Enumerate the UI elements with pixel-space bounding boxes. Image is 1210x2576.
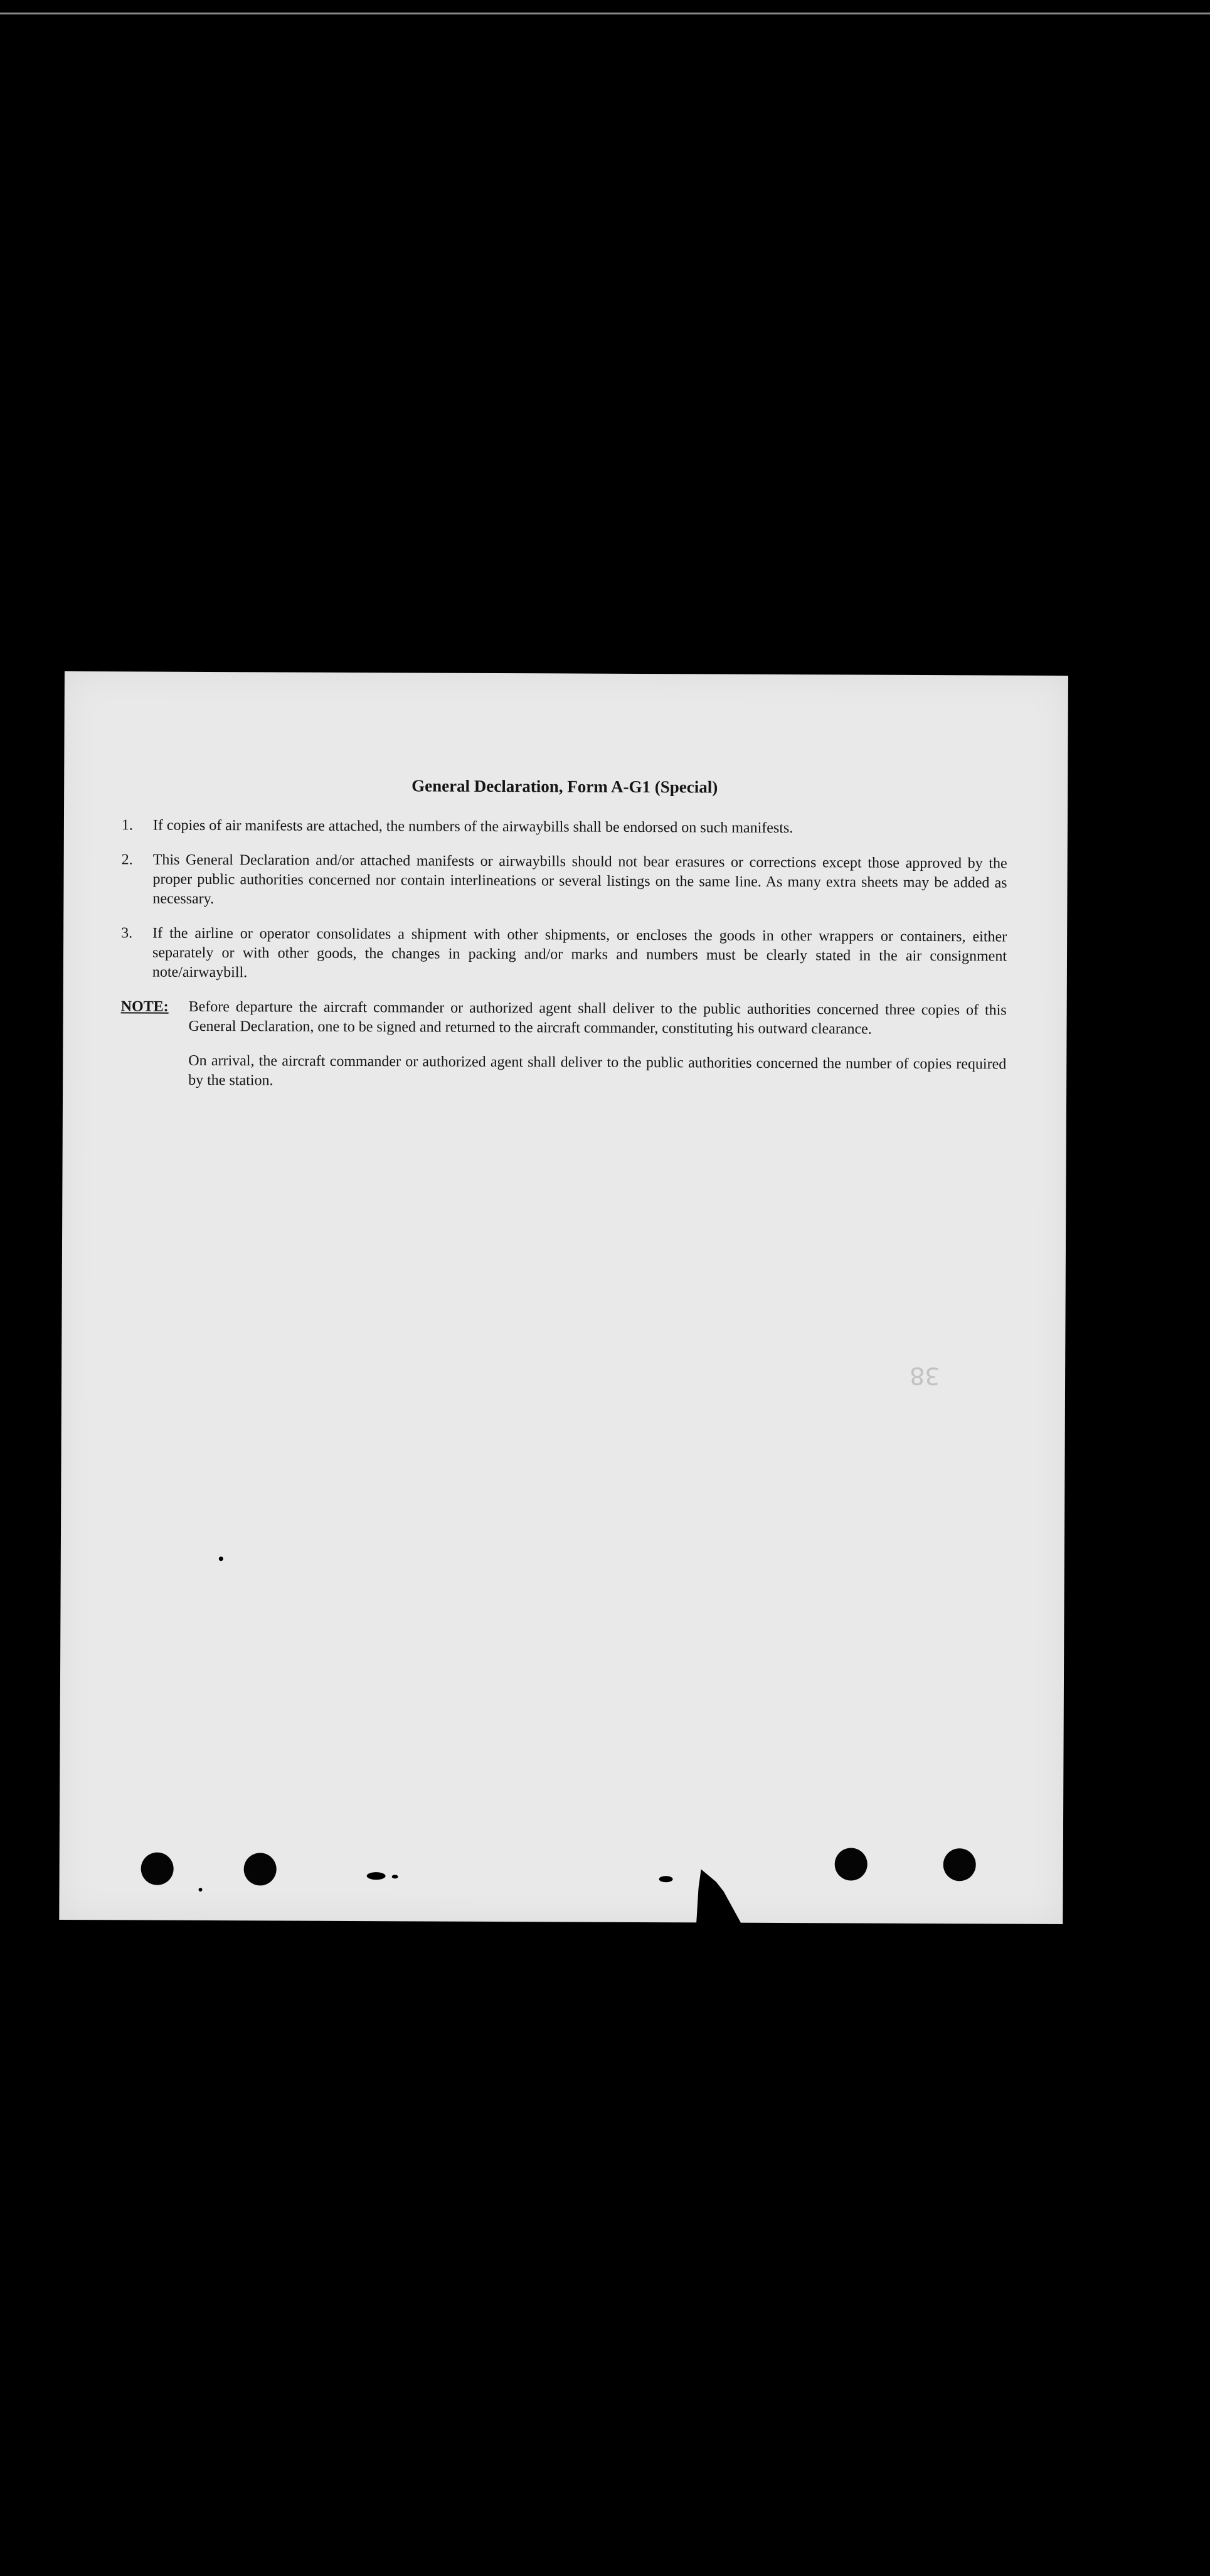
note-paragraph-arrival: On arrival, the aircraft commander or authorized agent shall deliver to the public authorities concerned the number of copies required by the station. xyxy=(188,1052,1007,1089)
note-body xyxy=(188,998,1007,1109)
list-item-3 xyxy=(121,923,1007,986)
note-label: NOTE: xyxy=(120,998,169,1015)
note-section xyxy=(120,997,1007,1109)
list-item-number: 1. xyxy=(121,817,133,834)
speck-icon xyxy=(367,1872,386,1880)
speck-icon xyxy=(219,1557,223,1561)
list-item-1 xyxy=(122,816,1007,839)
list-item-number: 3. xyxy=(121,925,133,942)
punch-hole-icon xyxy=(943,1848,976,1881)
document-title: General Declaration, Form A-G1 (Special) xyxy=(411,776,718,797)
list-item-text: If the airline or operator consolidates a shipment with other shipments, or encloses the goods in other wrappers or containers, either separately or with other goods, the changes in packing and/or marks and numbers must be clearly stated in the air consignment note/airwaybill. xyxy=(152,925,1007,981)
paper-tear-icon xyxy=(696,1869,746,1932)
document-content xyxy=(120,775,1007,1109)
speck-icon xyxy=(659,1876,673,1882)
scanner-top-rule xyxy=(0,13,1210,14)
list-item-2 xyxy=(121,850,1007,912)
list-item-text: This General Declaration and/or attached manifests or airwaybills should not bear erasures or corrections except those approved by the proper public authorities concerned nor contain interlineations or several listings on the same line. As many extra sheets may be added as necessary. xyxy=(152,851,1007,908)
punch-hole-icon xyxy=(141,1853,174,1885)
note-paragraph-departure: Before departure the aircraft commander or authorized agent shall deliver to the public authorities concerned three copies of this General Declaration, one to be signed and returned to the aircraft commander, constituting his outward clearance. xyxy=(188,998,1007,1038)
punch-hole-icon xyxy=(244,1853,277,1885)
speck-icon xyxy=(199,1888,203,1892)
document-page xyxy=(59,671,1068,1924)
punch-hole-icon xyxy=(835,1848,868,1880)
list-item-number: 2. xyxy=(121,851,133,868)
speck-icon xyxy=(392,1875,398,1878)
list-item-text: If copies of air manifests are attached, the numbers of the airwaybills shall be endorsed on such manifests. xyxy=(152,817,793,837)
faint-margin-mark: 38 xyxy=(910,1361,940,1390)
